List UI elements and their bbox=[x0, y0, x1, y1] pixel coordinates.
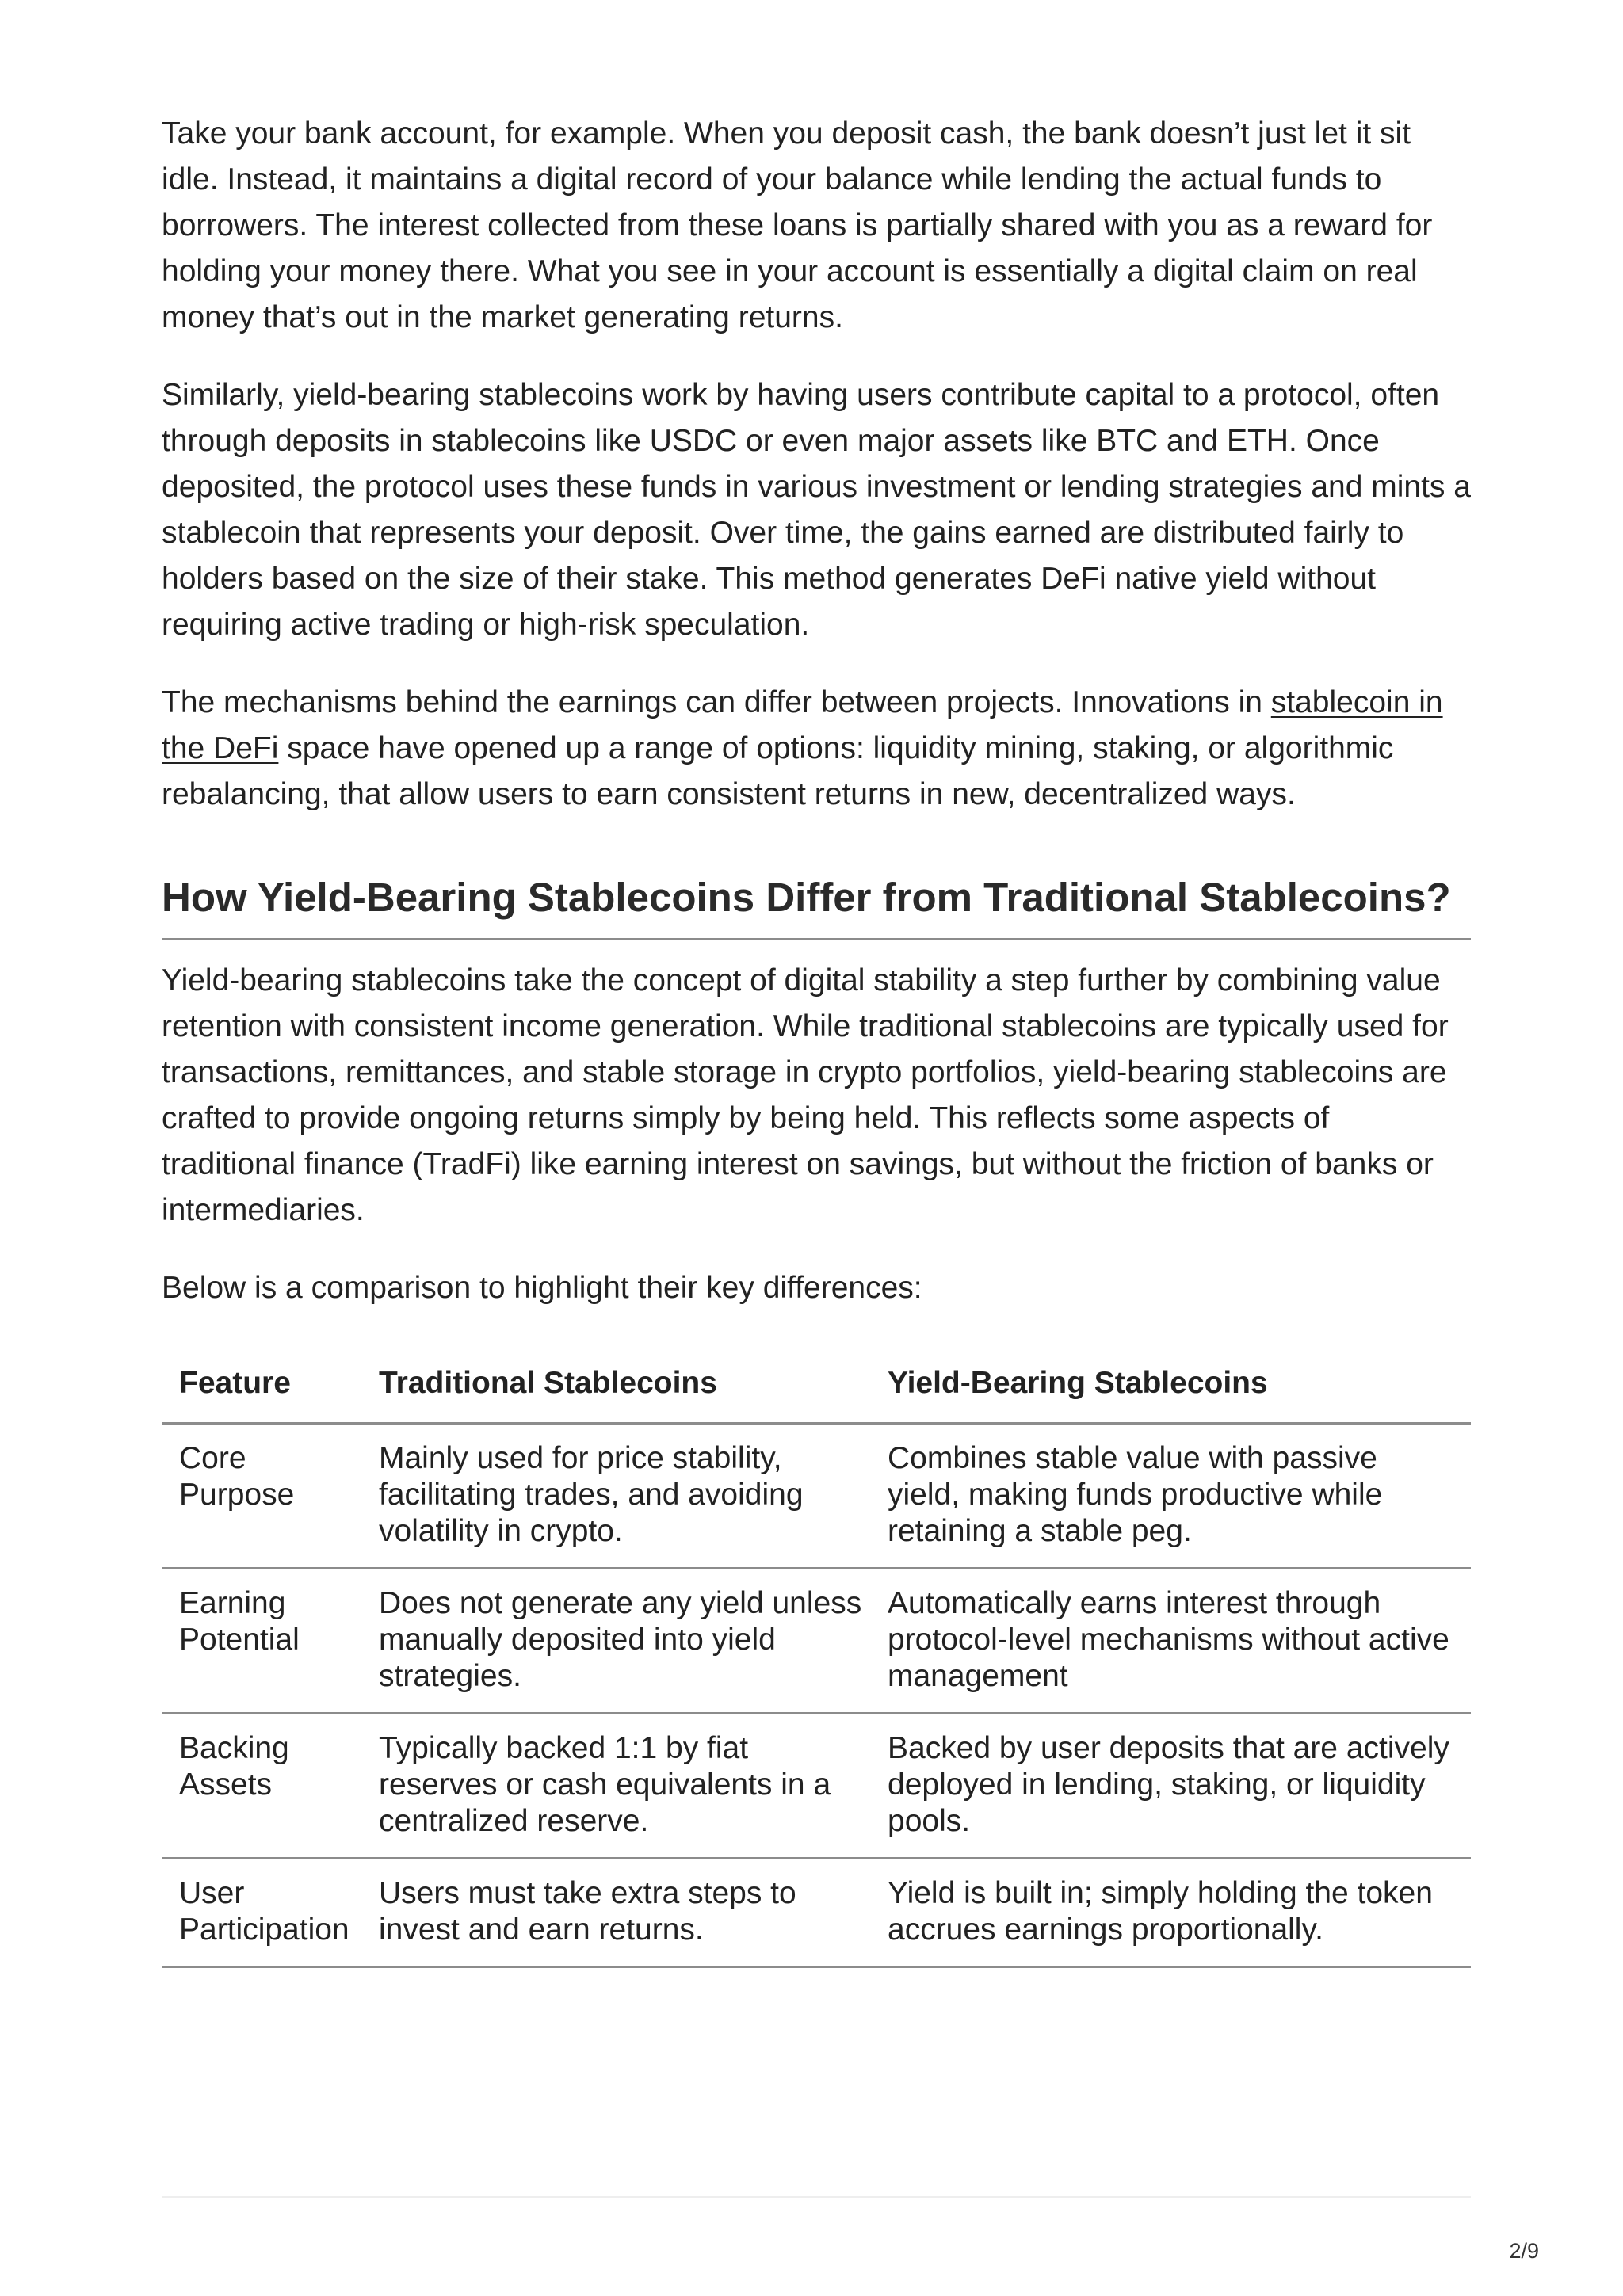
table-row bbox=[162, 1424, 1471, 1569]
cell-yield-bearing: Backed by user deposits that are actively deployed in lending, staking, or liquidity pools. bbox=[888, 1714, 1471, 1859]
cell-feature: Backing Assets bbox=[162, 1714, 379, 1859]
table-row bbox=[162, 1859, 1471, 1967]
header-traditional: Traditional Stablecoins bbox=[379, 1343, 888, 1424]
cell-feature: Earning Potential bbox=[162, 1569, 379, 1714]
paragraph-text: The mechanisms behind the earnings can differ between projects. Innovations in bbox=[162, 685, 1271, 719]
cell-yield-bearing: Yield is built in; simply holding the token accrues earnings proportionally. bbox=[888, 1859, 1471, 1967]
header-feature: Feature bbox=[162, 1343, 379, 1424]
header-yield-bearing: Yield-Bearing Stablecoins bbox=[888, 1343, 1471, 1424]
table-row bbox=[162, 1714, 1471, 1859]
cell-yield-bearing: Automatically earns interest through protocol-level mechanisms without active management bbox=[888, 1569, 1471, 1714]
paragraph-text: space have opened up a range of options: liquidity mining, staking, or algorithmic rebalancing, that allow users to earn consistent returns in new, decentralized ways. bbox=[162, 731, 1394, 811]
cell-feature: Core Purpose bbox=[162, 1424, 379, 1569]
cell-traditional: Does not generate any yield unless manually deposited into yield strategies. bbox=[379, 1569, 888, 1714]
cell-traditional: Users must take extra steps to invest and earn returns. bbox=[379, 1859, 888, 1967]
table-header-row bbox=[162, 1343, 1471, 1424]
section-heading: How Yield-Bearing Stablecoins Differ from Traditional Stablecoins? bbox=[162, 873, 1471, 940]
cell-traditional: Mainly used for price stability, facilitating trades, and avoiding volatility in crypto. bbox=[379, 1424, 888, 1569]
table-row bbox=[162, 1569, 1471, 1714]
paragraph: Yield-bearing stablecoins take the concept of digital stability a step further by combining value retention with consistent income generation. While traditional stablecoins are typically used for transactions, remittances, and stable storage in crypto portfolios, yield-bearing stablecoins are crafted to provide ongoing returns simply by being held. This reflects some aspects of traditional finance (TradFi) like earning interest on savings, but without the friction of banks or intermediaries. bbox=[162, 963, 1449, 1227]
paragraph: Below is a comparison to highlight their key differences: bbox=[162, 1271, 922, 1305]
paragraph: Take your bank account, for example. When you deposit cash, the bank doesn’t just let it sit idle. Instead, it maintains a digital record of your balance while lending the actual funds to borrowers. The interest collected from these loans is partially shared with you as a reward for holding your money there. What you see in your account is essentially a digital claim on real money that’s out in the market generating returns. bbox=[162, 116, 1433, 334]
paragraph bbox=[162, 680, 1471, 818]
comparison-table bbox=[162, 1343, 1471, 1968]
page-number: 2/9 bbox=[1509, 2239, 1539, 2263]
article-body bbox=[162, 111, 1471, 1968]
footer-divider bbox=[162, 2196, 1471, 2198]
paragraph: Similarly, yield-bearing stablecoins work by having users contribute capital to a protocol, often through deposits in stablecoins like USDC or even major assets like BTC and ETH. Once deposited, the protocol uses these funds in various investment or lending strategies and mints a stablecoin that represents your deposit. Over time, the gains earned are distributed fairly to holders based on the size of their stake. This method generates DeFi native yield without requiring active trading or high-risk speculation. bbox=[162, 378, 1471, 642]
cell-feature: User Participation bbox=[162, 1859, 379, 1967]
cell-yield-bearing: Combines stable value with passive yield, making funds productive while retaining a stable peg. bbox=[888, 1424, 1471, 1569]
stablecoin-defi-link[interactable]: stablecoin in the DeFi bbox=[162, 685, 1443, 765]
cell-traditional: Typically backed 1:1 by fiat reserves or cash equivalents in a centralized reserve. bbox=[379, 1714, 888, 1859]
